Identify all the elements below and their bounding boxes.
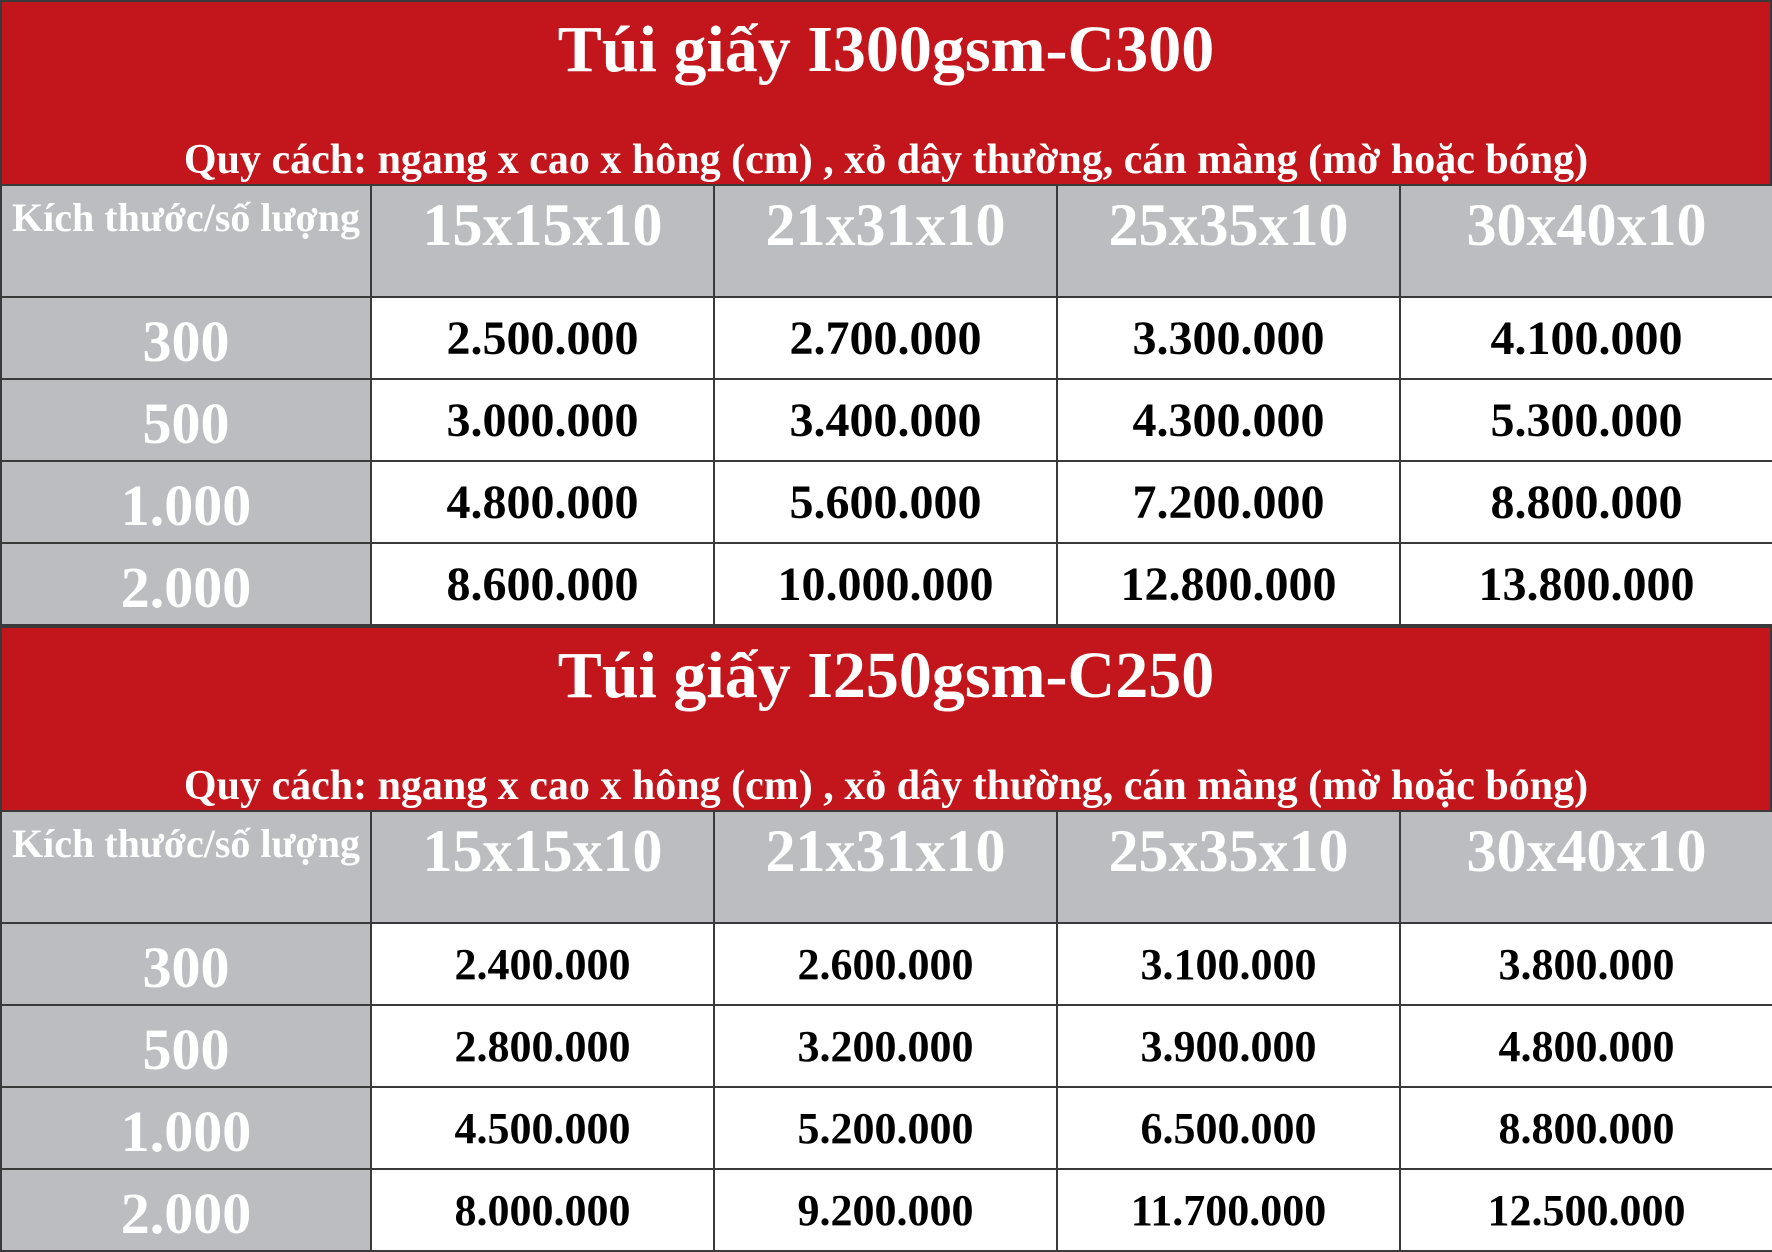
- price-cell: 8.800.000: [1400, 461, 1772, 543]
- price-cell: 3.300.000: [1057, 297, 1400, 379]
- table-row: [1, 1169, 1772, 1251]
- price-cell: 4.100.000: [1400, 297, 1772, 379]
- section-title: Túi giấy I250gsm-C250: [557, 639, 1215, 712]
- price-cell: 2.500.000: [371, 297, 714, 379]
- quantity-cell: 300: [1, 297, 371, 379]
- corner-label: Kích thước/số lượng: [1, 811, 371, 923]
- size-header: 21x31x10: [714, 811, 1057, 923]
- price-cell: 13.800.000: [1400, 543, 1772, 625]
- quantity-cell: 500: [1, 379, 371, 461]
- price-cell: 12.800.000: [1057, 543, 1400, 625]
- quantity-cell: 2.000: [1, 1169, 371, 1251]
- size-header: 21x31x10: [714, 185, 1057, 297]
- price-cell: 12.500.000: [1400, 1169, 1772, 1251]
- corner-label: Kích thước/số lượng: [1, 185, 371, 297]
- table-row: [1, 461, 1772, 543]
- price-cell: 11.700.000: [1057, 1169, 1400, 1251]
- price-cell: 3.100.000: [1057, 923, 1400, 1005]
- price-cell: 10.000.000: [714, 543, 1057, 625]
- section-spec: Quy cách: ngang x cao x hông (cm) , xỏ dây thường, cán màng (mờ hoặc bóng): [183, 763, 1589, 809]
- price-cell: 2.700.000: [714, 297, 1057, 379]
- price-cell: 3.400.000: [714, 379, 1057, 461]
- price-cell: 3.200.000: [714, 1005, 1057, 1087]
- price-table: [0, 810, 1772, 1252]
- price-cell: 4.500.000: [371, 1087, 714, 1169]
- price-cell: 3.000.000: [371, 379, 714, 461]
- section-title: Túi giấy I300gsm-C300: [557, 13, 1215, 86]
- size-header: 15x15x10: [371, 811, 714, 923]
- table-header-row: [1, 185, 1772, 297]
- table-row: [1, 543, 1772, 625]
- table-row: [1, 379, 1772, 461]
- quantity-cell: 300: [1, 923, 371, 1005]
- price-cell: 2.800.000: [371, 1005, 714, 1087]
- price-cell: 4.800.000: [1400, 1005, 1772, 1087]
- size-header: 25x35x10: [1057, 811, 1400, 923]
- table-row: [1, 1087, 1772, 1169]
- size-header: 30x40x10: [1400, 185, 1772, 297]
- price-cell: 2.400.000: [371, 923, 714, 1005]
- size-header: 25x35x10: [1057, 185, 1400, 297]
- price-cell: 4.300.000: [1057, 379, 1400, 461]
- price-cell: 3.900.000: [1057, 1005, 1400, 1087]
- table-header-row: [1, 811, 1772, 923]
- price-table: [0, 184, 1772, 626]
- quantity-cell: 500: [1, 1005, 371, 1087]
- price-cell: 6.500.000: [1057, 1087, 1400, 1169]
- price-cell: 5.300.000: [1400, 379, 1772, 461]
- quantity-cell: 1.000: [1, 461, 371, 543]
- price-cell: 3.800.000: [1400, 923, 1772, 1005]
- price-cell: 5.600.000: [714, 461, 1057, 543]
- section-spec: Quy cách: ngang x cao x hông (cm) , xỏ dây thường, cán màng (mờ hoặc bóng): [183, 137, 1589, 183]
- section-banner: [0, 0, 1772, 184]
- price-cell: 7.200.000: [1057, 461, 1400, 543]
- table-row: [1, 297, 1772, 379]
- price-cell: 9.200.000: [714, 1169, 1057, 1251]
- price-section-2: [0, 626, 1772, 1252]
- quantity-cell: 2.000: [1, 543, 371, 625]
- price-cell: 2.600.000: [714, 923, 1057, 1005]
- price-cell: 5.200.000: [714, 1087, 1057, 1169]
- price-cell: 8.000.000: [371, 1169, 714, 1251]
- price-cell: 8.800.000: [1400, 1087, 1772, 1169]
- table-row: [1, 1005, 1772, 1087]
- table-row: [1, 923, 1772, 1005]
- size-header: 30x40x10: [1400, 811, 1772, 923]
- quantity-cell: 1.000: [1, 1087, 371, 1169]
- price-cell: 4.800.000: [371, 461, 714, 543]
- section-banner: [0, 626, 1772, 810]
- size-header: 15x15x10: [371, 185, 714, 297]
- price-cell: 8.600.000: [371, 543, 714, 625]
